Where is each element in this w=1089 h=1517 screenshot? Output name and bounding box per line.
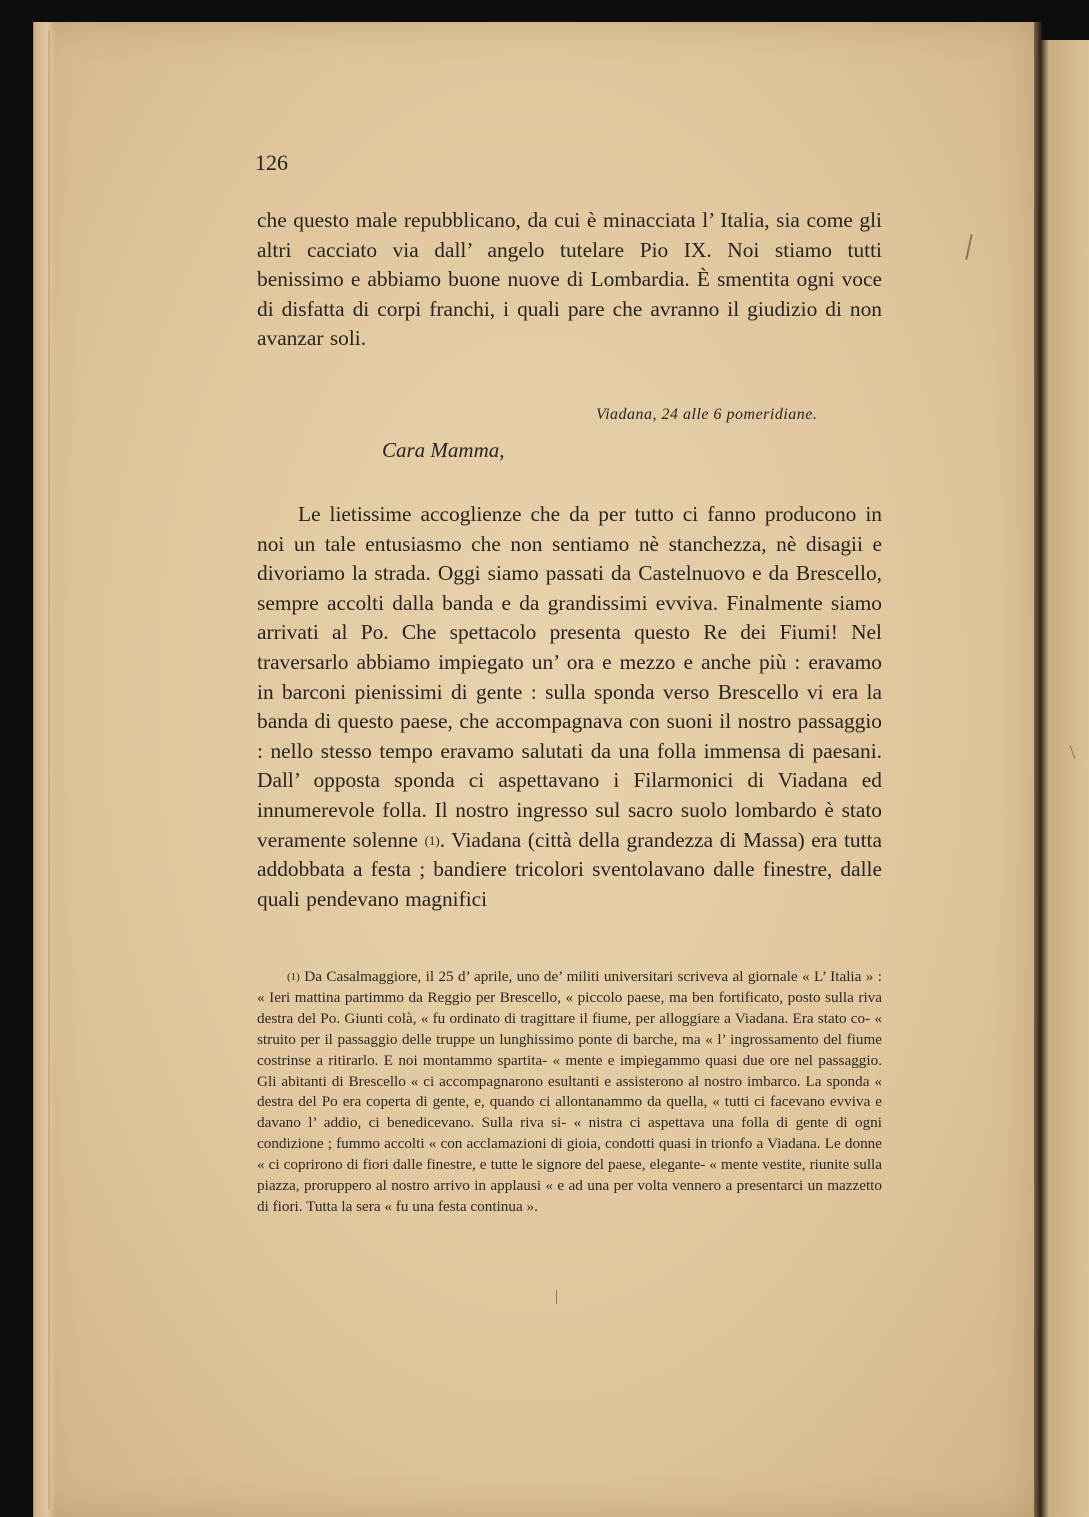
letter-dateline: Viadana, 24 alle 6 pomeridiane.: [596, 406, 818, 423]
page-edge: [33, 22, 56, 1517]
letter-body-part1: Le lietissime accoglienze che da per tutto ci fanno producono in noi un tale entusiasmo che non sentiamo nè stanchezza, nè disagii e divoriamo la strada. Oggi siamo passati da Castelnuovo e da Brescello, sempre accolti dalla banda e da grandissimi evviva. Finalmente siamo arrivati al Po. Che spettacolo presenta questo Re dei Fiumi! Nel traversarlo abbiamo impiegato un’ ora e mezzo e anche più : eravamo in barconi pienissimi di gente : sulla sponda verso Brescello vi era la banda di questo paese, che accompagnava con suoni il nostro passaggio : nello stesso tempo eravamo salutati da una folla immensa di paesani. Dall’ opposta sponda ci aspettavano i Filarmonici di Viadana ed innumerevole folla. Il nostro ingresso sul sacro suolo lombardo è stato veramente solenne: [257, 502, 882, 852]
facing-page-edge: [1040, 40, 1089, 1517]
letter-salutation: Cara Mamma,: [382, 438, 505, 462]
footnote-text: Da Casalmaggiore, il 25 d’ aprile, uno de’ militi universitari scriveva al giornale « L’ Italia » : « Ieri mattina partimmo da Reggio per Brescello, « piccolo paese, ma ben fortificato, posto sulla riva destra del Po. Giunti colà, « fu ordinato di tragittare il fiume, per alloggiare a Viadana. Era stato co- « struito per il passaggio delle truppe un lunghissimo ponte di barche, ma « l’ ingrossamento del fiume costrinse a ritirarlo. E noi montammo spartita- « mente e impiegammo quasi due ore nel passaggio. Gli abitanti di Brescello « ci accompagnarono esultanti e assisterono al nostro imbarco. La sponda « destra del Po era coperta di gente, e, quando ci allontanammo da quella, « tutti ci facevano evviva e davano l’ addio, ci benedicevano. Sulla riva si- « nistra ci aspettava una folla di gente di ogni condizione ; fummo accolti « con acclamazioni di gioia, condotti quasi in trionfo a Viadana. Le donne « ci coprirono di fiori dalle finestre, e tutte le signore del paese, elegante- « mente vestite, riunite sulla piazza, proruppero al nostro arrivo in applausi « e ad una per volta vennero a presentarci un mazzetto di fiori. Tutta la sera « fu una festa continua ».: [257, 968, 882, 1215]
page-edge-line: [48, 30, 50, 1510]
letter-body: [257, 500, 882, 914]
footnote-reference: (1): [424, 832, 440, 848]
paragraph-continued: che questo male repubblicano, da cui è minacciata l’ Italia, sia come gli altri cacciato via dall’ angelo tutelare Pio IX. Noi stiamo tutti benissimo e abbiamo buone nuove di Lombardia. È smentita ogni voce di disfatta di corpi franchi, i quali pare che avranno il giudizio di non avanzar soli.: [257, 208, 882, 351]
pencil-mark: [556, 1290, 557, 1304]
footnote: [257, 967, 882, 1218]
footnote-marker: (1): [287, 971, 300, 983]
letter-body-part2: . Viadana (città della grandezza di Massa) era tutta addobbata a festa ; bandiere tricolori sventolavano dalle finestre, dalle quali pendevano magnifici: [257, 827, 882, 911]
page-number: 126: [255, 150, 288, 175]
